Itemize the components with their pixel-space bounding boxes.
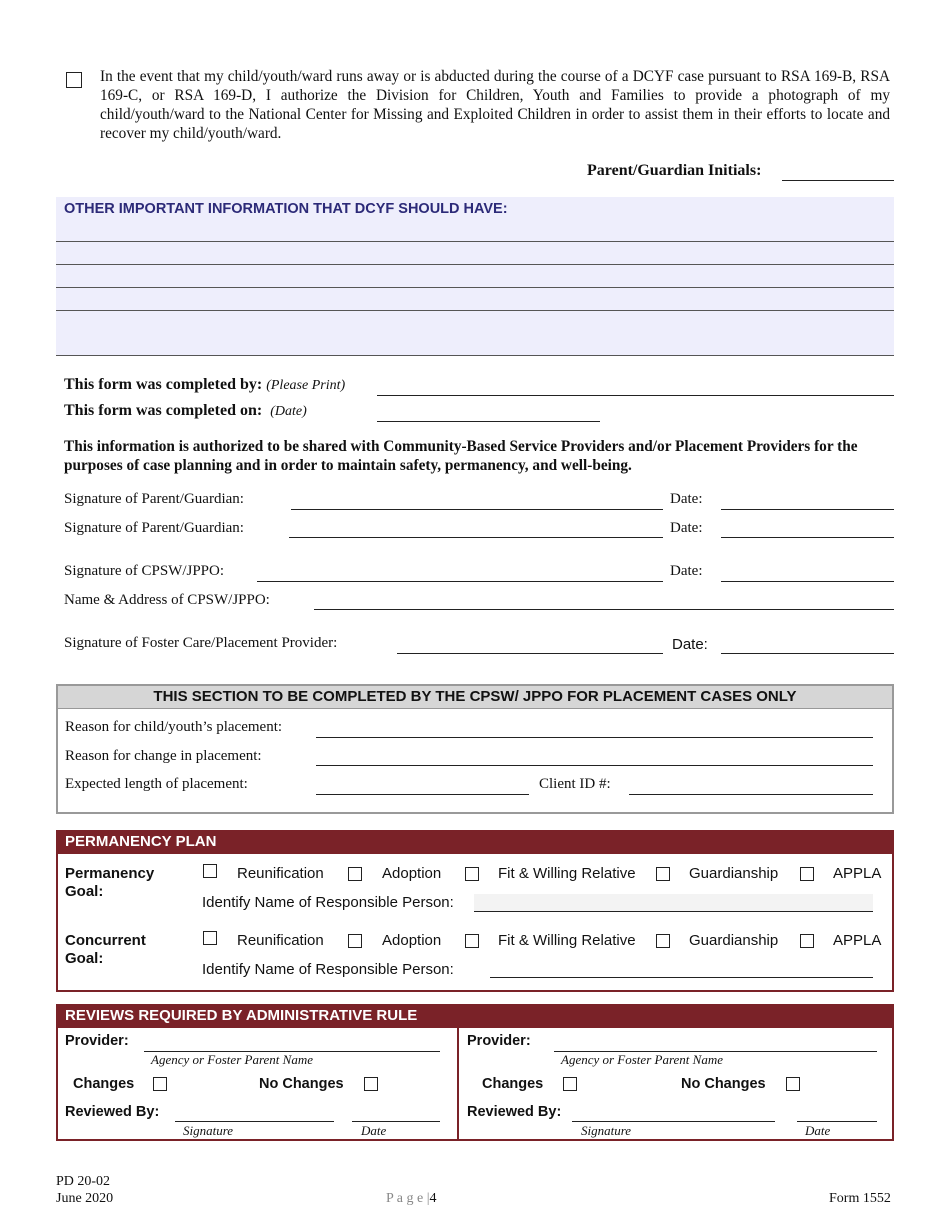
placement-length-field[interactable] <box>316 794 529 795</box>
initials-label: Parent/Guardian Initials: <box>587 162 762 179</box>
foster-signature-field[interactable] <box>397 653 663 654</box>
goal-adoption-label: Adoption <box>382 865 442 882</box>
review-left-changes-checkbox[interactable] <box>153 1077 167 1091</box>
photo-consent-checkbox[interactable] <box>66 72 82 88</box>
goal-guardianship-checkbox[interactable] <box>656 867 670 881</box>
concurrent-guardianship-label: Guardianship <box>689 932 779 949</box>
goal-reunification-checkbox[interactable] <box>203 864 217 878</box>
placement-heading: THIS SECTION TO BE COMPLETED BY THE CPSW/ JPPO FOR PLACEMENT CASES ONLY <box>58 686 892 709</box>
concurrent-appla-label: APPLA <box>833 932 882 949</box>
concurrent-fit-willing-checkbox[interactable] <box>465 934 479 948</box>
review-left-provider-label: Provider: <box>65 1033 129 1049</box>
initials-field[interactable] <box>782 180 894 181</box>
reviews-heading: REVIEWS REQUIRED BY ADMINISTRATIVE RULE <box>56 1004 894 1028</box>
footer-page: P a g e |4 <box>386 1191 437 1206</box>
concurrent-reunification-label: Reunification <box>237 932 324 949</box>
footer-form-number: Form 1552 <box>829 1191 891 1206</box>
footer-page-number: 4 <box>429 1191 437 1206</box>
other-info-line-5[interactable] <box>56 333 894 356</box>
review-left-signature-field[interactable] <box>175 1121 334 1122</box>
permanency-heading: PERMANENCY PLAN <box>56 830 894 854</box>
other-info-heading: OTHER IMPORTANT INFORMATION THAT DCYF SHOULD HAVE: <box>64 201 508 217</box>
review-left-changes-label: Changes <box>73 1076 135 1092</box>
completed-by-label: This form was completed by: <box>64 376 263 393</box>
review-left-no-changes-checkbox[interactable] <box>364 1077 378 1091</box>
client-id-field[interactable] <box>629 794 873 795</box>
review-right-signature-field[interactable] <box>572 1121 775 1122</box>
parent-signature-label-2: Signature of Parent/Guardian: <box>64 520 244 536</box>
parent-signature-field-2[interactable] <box>289 537 663 538</box>
permanency-goal-label-line2: Goal: <box>65 883 104 900</box>
foster-signature-label: Signature of Foster Care/Placement Provider: <box>64 635 338 651</box>
footer-page-word: P a g e <box>386 1191 424 1206</box>
review-left-no-changes-label: No Changes <box>259 1076 344 1092</box>
foster-date-label: Date: <box>672 636 708 653</box>
client-id-label: Client ID #: <box>539 776 611 792</box>
goal-appla-label: APPLA <box>833 865 882 882</box>
parent-date-label-2: Date: <box>670 520 703 536</box>
cpsw-date-label: Date: <box>670 563 703 579</box>
concurrent-identify-field[interactable] <box>490 977 873 978</box>
concurrent-reunification-checkbox[interactable] <box>203 931 217 945</box>
concurrent-appla-checkbox[interactable] <box>800 934 814 948</box>
photo-consent-text: In the event that my child/youth/ward runs away or is abducted during the course of a DCYF case pursuant to RSA 169-B, RSA 169-C, or RSA 169-D, I authorize the Division for Children, Youth and Families to provide a photograph of my child/youth/ward to the National Center for Missing and Exploited Children in order to assist them in their efforts to locate and recover my child/youth/ward. <box>100 68 890 142</box>
completed-on-field[interactable] <box>377 421 600 422</box>
cpsw-signature-label: Signature of CPSW/JPPO: <box>64 563 225 579</box>
concurrent-goal-label-line2: Goal: <box>65 950 104 967</box>
review-right-agency-hint: Agency or Foster Parent Name <box>561 1052 723 1067</box>
completed-on-label: This form was completed on: <box>64 402 263 419</box>
placement-reason-field[interactable] <box>316 737 873 738</box>
cpsw-signature-field[interactable] <box>257 581 663 582</box>
review-left-date-hint: Date <box>361 1123 387 1138</box>
concurrent-goal-label <box>65 932 146 968</box>
goal-fit-willing-label: Fit & Willing Relative <box>498 865 636 882</box>
completed-on-row <box>64 402 307 420</box>
review-right-no-changes-checkbox[interactable] <box>786 1077 800 1091</box>
goal-guardianship-label: Guardianship <box>689 865 779 882</box>
reviews-divider <box>457 1028 459 1141</box>
parent-signature-field-1[interactable] <box>291 509 663 510</box>
parent-date-label-1: Date: <box>670 491 703 507</box>
concurrent-fit-willing-label: Fit & Willing Relative <box>498 932 636 949</box>
concurrent-adoption-checkbox[interactable] <box>348 934 362 948</box>
completed-by-field[interactable] <box>377 395 894 396</box>
foster-date-field[interactable] <box>721 653 894 654</box>
review-right-changes-checkbox[interactable] <box>563 1077 577 1091</box>
cpsw-date-field[interactable] <box>721 581 894 582</box>
review-right-changes-label: Changes <box>482 1076 544 1092</box>
footer-date: June 2020 <box>56 1191 114 1206</box>
concurrent-guardianship-checkbox[interactable] <box>656 934 670 948</box>
other-info-line-1[interactable] <box>56 242 894 265</box>
review-left-signature-hint: Signature <box>183 1123 234 1138</box>
other-info-line-3[interactable] <box>56 288 894 311</box>
footer-form-code: PD 20-02 <box>56 1174 111 1189</box>
review-left-date-field[interactable] <box>352 1121 440 1122</box>
completed-on-hint: (Date) <box>270 404 307 419</box>
review-right-date-hint: Date <box>805 1123 831 1138</box>
cpsw-name-address-label: Name & Address of CPSW/JPPO: <box>64 592 270 608</box>
permanency-goal-label-line1: Permanency <box>65 865 155 882</box>
other-info-line-4[interactable] <box>56 311 894 334</box>
permanency-goal-label <box>65 865 154 901</box>
completed-by-hint: (Please Print) <box>266 378 346 393</box>
cpsw-name-address-field[interactable] <box>314 609 894 610</box>
placement-reason-label: Reason for child/youth’s placement: <box>65 719 283 735</box>
review-right-signature-hint: Signature <box>581 1123 632 1138</box>
parent-date-field-1[interactable] <box>721 509 894 510</box>
review-left-reviewed-by-label: Reviewed By: <box>65 1104 160 1120</box>
review-left-agency-hint: Agency or Foster Parent Name <box>151 1052 313 1067</box>
placement-change-label: Reason for change in placement: <box>65 748 262 764</box>
concurrent-adoption-label: Adoption <box>382 932 442 949</box>
goal-reunification-label: Reunification <box>237 865 324 882</box>
concurrent-identify-label: Identify Name of Responsible Person: <box>202 961 454 978</box>
goal-adoption-checkbox[interactable] <box>348 867 362 881</box>
goal-identify-field[interactable] <box>474 894 873 912</box>
goal-identify-label: Identify Name of Responsible Person: <box>202 894 454 911</box>
parent-signature-label-1: Signature of Parent/Guardian: <box>64 491 244 507</box>
parent-date-field-2[interactable] <box>721 537 894 538</box>
review-right-reviewed-by-label: Reviewed By: <box>467 1104 562 1120</box>
other-info-line-2[interactable] <box>56 265 894 288</box>
goal-appla-checkbox[interactable] <box>800 867 814 881</box>
review-right-no-changes-label: No Changes <box>681 1076 766 1092</box>
completed-by-row <box>64 376 345 394</box>
concurrent-goal-label-line1: Concurrent <box>65 932 146 949</box>
placement-change-field[interactable] <box>316 765 873 766</box>
goal-fit-willing-checkbox[interactable] <box>465 867 479 881</box>
placement-length-label: Expected length of placement: <box>65 776 248 792</box>
review-right-date-field[interactable] <box>797 1121 877 1122</box>
authorization-text: This information is authorized to be shared with Community-Based Service Providers and/or Placement Providers for the purposes of case planning and in order to maintain safety, permanency, and well-being. <box>64 438 858 474</box>
review-right-provider-label: Provider: <box>467 1033 531 1049</box>
